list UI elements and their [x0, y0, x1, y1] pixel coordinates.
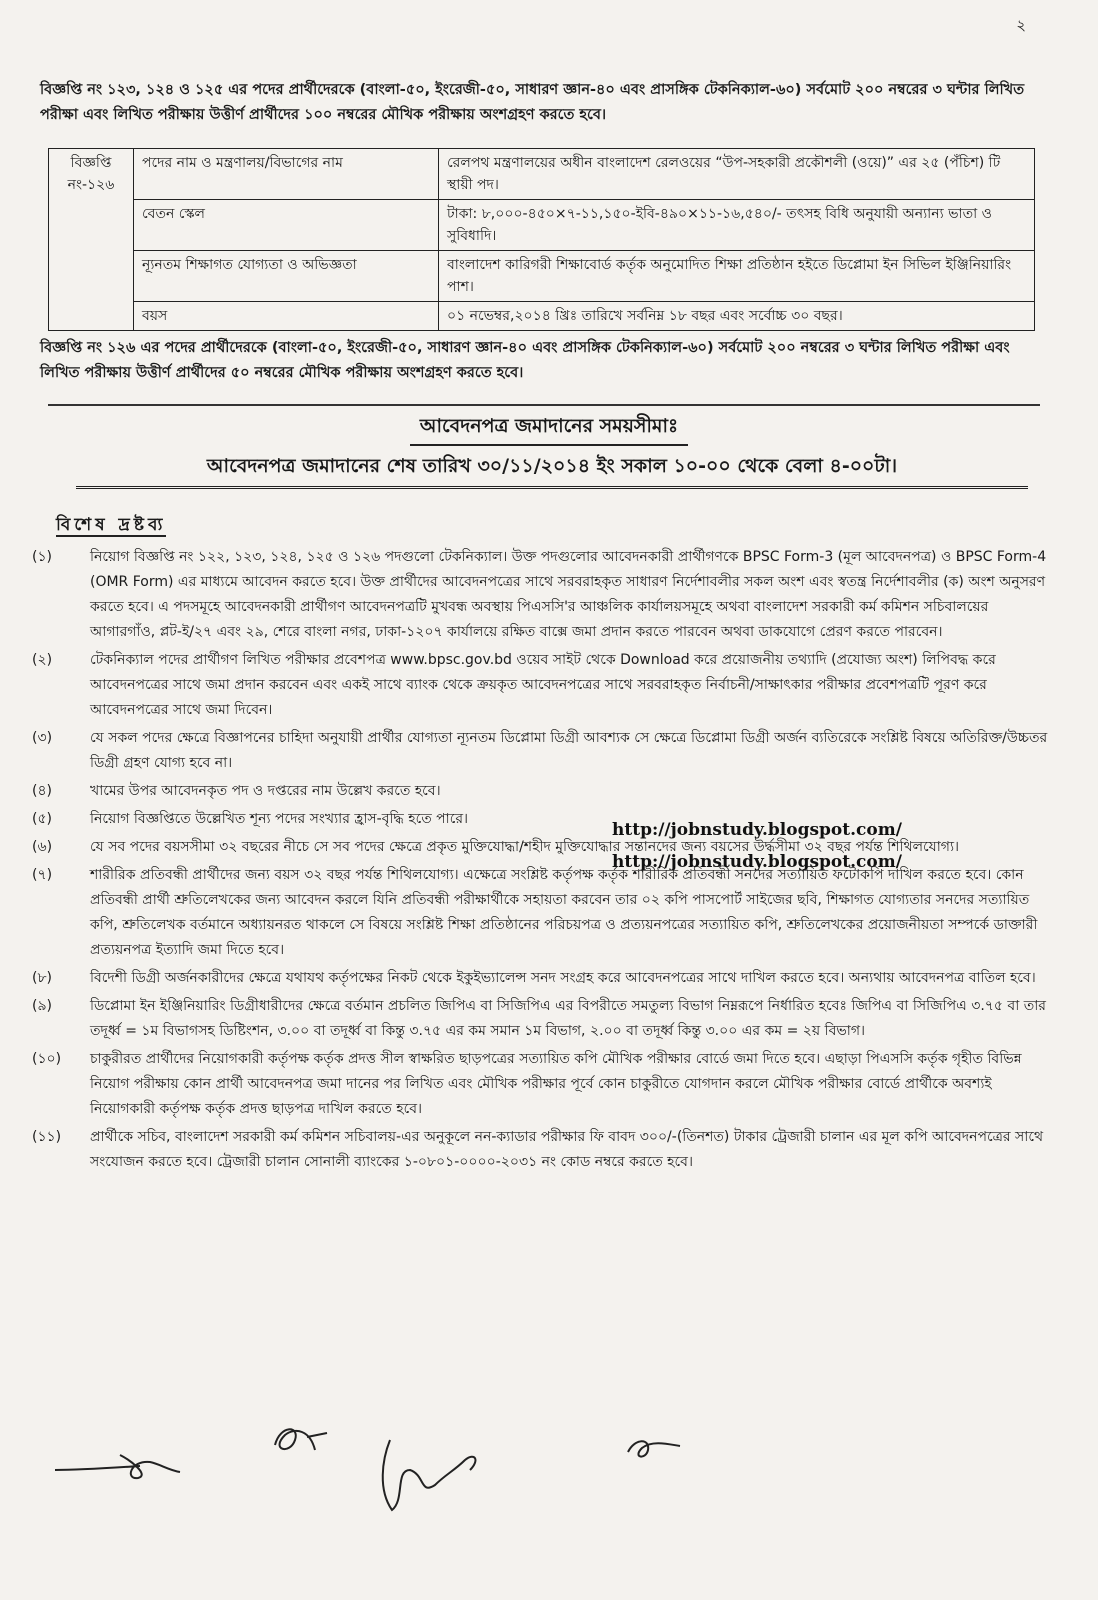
table-row	[49, 149, 1035, 200]
signature-mark	[265, 1415, 335, 1465]
row-label: বেতন স্কেল	[134, 200, 439, 251]
page-number: ২	[1016, 16, 1026, 34]
watermark-link[interactable]: http://jobnstudy.blogspot.com/	[612, 852, 902, 872]
deadline-title-text: আবেদনপত্র জমাদানের সময়সীমাঃ	[410, 412, 688, 446]
list-item	[30, 648, 1050, 723]
note-text: চাকুরীরত প্রার্থীদের নিয়োগকারী কর্তৃপক্ষ কর্তৃক প্রদত্ত সীল স্বাক্ষরিত ছাড়পত্রের সত্যায়িত কপি মৌখিক পরীক্ষার বোর্ডে জমা দিতে হবে। এছাড়া পিএসসি কর্তৃক গৃহীত বিভিন্ন নিয়োগ পরীক্ষায় কোন প্রার্থী আবেদনপত্র জমা দানের পর লিখিত এবং মৌখিক পরীক্ষার পূর্বে কোন চাকুরীতে যোগদান করলে মৌখিক পরীক্ষার বোর্ডে প্রার্থীকে অবশ্যই নিয়োগকারী কর্তৃপক্ষ কর্তৃক প্রদত্ত ছাড়পত্র দাখিল করতে হবে।	[90, 1051, 1022, 1117]
signature-mark	[620, 1430, 690, 1465]
note-text: যে সকল পদের ক্ষেত্রে বিজ্ঞাপনের চাহিদা অনুযায়ী প্রার্থীর যোগ্যতা ন্যূনতম ডিপ্লোমা ডিগ্রী আবশ্যক সে ক্ষেত্রে ডিপ্লোমা ডিগ্রী অর্জন ব্যতিরেকে সংশ্লিষ্ট বিষয়ে অতিরিক্ত/উচ্চতর ডিগ্রী গ্রহণ যোগ্য হবে না।	[90, 730, 1048, 771]
note-text: বিদেশী ডিগ্রী অর্জনকারীদের ক্ষেত্রে যথাযথ কর্তৃপক্ষের নিকট থেকে ইকুইভ্যালেন্স সনদ সংগ্রহ করে আবেদনপত্রের সাথে দাখিল করতে হবে। অন্যথায় আবেদনপত্র বাতিল হবে।	[90, 970, 1036, 986]
row-value: ০১ নভেম্বর,২০১৪ খ্রিঃ তারিখে সর্বনিম্ন ১৮ বছর এবং সর্বোচ্চ ৩০ বছর।	[439, 302, 1035, 331]
table-row	[49, 251, 1035, 302]
list-item	[30, 1125, 1050, 1175]
notes-heading	[56, 512, 166, 540]
mid-paragraph: বিজ্ঞপ্তি নং ১২৬ এর পদের প্রার্থীদেরকে (বাংলা-৫০, ইংরেজী-৫০, সাধারণ জ্ঞান-৪০ এবং প্রাসঙ্গিক টেকনিক্যাল-৬০) সর্বমোট ২০০ নম্বরের ৩ ঘন্টার লিখিত পরীক্ষা এবং লিখিত পরীক্ষায় উত্তীর্ণ প্রার্থীদের ৫০ নম্বরের মৌখিক পরীক্ষায় অংশগ্রহণ করতে হবে।	[40, 340, 1010, 381]
deadline-title	[0, 412, 1098, 446]
note-text: শারীরিক প্রতিবন্ধী প্রার্থীদের জন্য বয়স ৩২ বছর পর্যন্ত শিথিলযোগ্য। এক্ষেত্রে সংশ্লিষ্ট কর্তৃপক্ষ কর্তৃক শারীরিক প্রতিবন্ধী সনদের সত্যায়িত ফটোকপি দাখিল করতে হবে। কোন প্রতিবন্ধী প্রার্থী শ্রুতিলেখকের জন্য আবেদন করলে যিনি প্রতিবন্ধী পরীক্ষার্থীকে সহায়তা করবেন তার ০২ কপি পাসপোর্ট সাইজের ছবি, শিক্ষাগত যোগ্যতার সনদের সত্যায়িত কপি, শ্রুতিলেখক বর্তমানে অধ্যায়নরত থাকলে সে বিষয়ে সংশ্লিষ্ট শিক্ষা প্রতিষ্ঠানের পরিচয়পত্র ও প্রত্যয়নপত্রের সত্যায়িত কপি, শ্রুতিলেখকের প্রয়োজনীয়তা সম্পর্কে ডাক্তারী প্রত্যয়নপত্র ইত্যাদি জমা দিতে হবে।	[90, 867, 1038, 958]
note-number: (১)	[32, 549, 53, 565]
intro-paragraph: বিজ্ঞপ্তি নং ১২৩, ১২৪ ও ১২৫ এর পদের প্রার্থীদেরকে (বাংলা-৫০, ইংরেজী-৫০, সাধারণ জ্ঞান-৪০ এবং প্রাসঙ্গিক টেকনিক্যাল-৬০) সর্বমোট ২০০ নম্বরের ৩ ঘন্টার লিখিত পরীক্ষা এবং লিখিত পরীক্ষায় উত্তীর্ণ প্রার্থীদের ১০০ নম্বরের মৌখিক পরীক্ষায় অংশগ্রহণ করতে হবে।	[40, 82, 1025, 123]
list-item	[30, 863, 1050, 963]
note-number: (৫)	[32, 811, 53, 827]
table-row	[49, 200, 1035, 251]
note-text: টেকনিক্যাল পদের প্রার্থীগণ লিখিত পরীক্ষার প্রবেশপত্র www.bpsc.gov.bd ওয়েব সাইট থেকে Download করে প্রয়োজনীয় তথ্যাদি (প্রযোজ্য অংশ) লিপিবদ্ধ করে আবেদনপত্রের সাথে জমা প্রদান করবেন এবং একই সাথে ব্যাংক থেকে ক্রয়কৃত আবেদনপত্রের সাথে সরবরাহকৃত নির্বাচনী/সাক্ষাৎকার পরীক্ষার প্রবেশপত্রটি পূরণ করে আবেদনপত্রের সাথে জমা দিবেন।	[90, 652, 996, 718]
row-value: টাকা: ৮,০০০-৪৫০×৭-১১,১৫০-ইবি-৪৯০×১১-১৬,৫৪০/- তৎসহ বিধি অনুযায়ী অন্যান্য ভাতা ও সুবিধাদি।	[439, 200, 1035, 251]
list-item	[30, 726, 1050, 776]
signature-mark	[50, 1440, 190, 1490]
row-value: রেলপথ মন্ত্রণালয়ের অধীন বাংলাদেশ রেলওয়ের “উপ-সহকারী প্রকৌশলী (ওয়ে)” এর ২৫ (পঁচিশ) টি স্থায়ী পদ।	[439, 149, 1035, 200]
note-text: খামের উপর আবেদনকৃত পদ ও দপ্তরের নাম উল্লেখ করতে হবে।	[90, 783, 441, 799]
note-number: (৮)	[32, 970, 53, 986]
note-number: (৬)	[32, 839, 53, 855]
signature-mark	[370, 1430, 490, 1520]
row-label: ন্যূনতম শিক্ষাগত যোগ্যতা ও অভিজ্ঞতা	[134, 251, 439, 302]
notes-heading-text: বিশেষ দ্রষ্টব্য	[56, 515, 167, 535]
note-text: নিয়োগ বিজ্ঞপ্তিতে উল্লেখিত শূন্য পদের সংখ্যার হ্রাস-বৃদ্ধি হতে পারে।	[90, 811, 469, 827]
notice-number: বিজ্ঞপ্তি নং-১২৬	[49, 149, 134, 331]
watermark-link[interactable]: http://jobnstudy.blogspot.com/	[612, 820, 902, 840]
deadline-text: আবেদনপত্র জমাদানের শেষ তারিখ ৩০/১১/২০১৪ ইং সকাল ১০-০০ থেকে বেলা ৪-০০টা।	[76, 446, 1028, 489]
list-item	[30, 779, 1050, 804]
note-text: নিয়োগ বিজ্ঞপ্তি নং ১২২, ১২৩, ১২৪, ১২৫ ও ১২৬ পদগুলো টেকনিক্যাল। উক্ত পদগুলোর আবেদনকারী প্রার্থীগণকে BPSC Form-3 (মূল আবেদনপত্র) ও BPSC Form-4 (OMR Form) এর মাধ্যমে আবেদন করতে হবে। উক্ত প্রার্থীদের আবেদনপত্রের সাথে সরবরাহকৃত সাধারণ নির্দেশাবলীর সকল অংশ এবং স্বতন্ত্র নির্দেশাবলীর (ক) অংশ অনুসরণ করতে হবে। এ পদসমূহে আবেদনকারী প্রার্থীগণ আবেদনপত্রটি মুখবন্ধ অবস্থায় পিএসসি'র আঞ্চলিক কার্যালয়সমূহে অথবা বাংলাদেশ সরকারী কর্ম কমিশন সচিবালয়ের আগারগাঁও, প্লট-ই/২৭ এবং ২৯, শেরে বাংলা নগর, ঢাকা-১২০৭ কার্যালয়ে রক্ষিত বাক্সে জমা প্রদান করতে পারবেন অথবা ডাকযোগে প্রেরণ করতে পারবেন।	[90, 549, 1047, 640]
divider	[48, 404, 1040, 406]
note-number: (২)	[32, 652, 53, 668]
note-number: (৭)	[32, 867, 53, 883]
note-number: (১১)	[32, 1129, 62, 1145]
note-number: (৯)	[32, 998, 53, 1014]
note-text: প্রার্থীকে সচিব, বাংলাদেশ সরকারী কর্ম কমিশন সচিবালয়-এর অনুকূলে নন-ক্যাডার পরীক্ষার ফি বাবদ ৩০০/-(তিনশত) টাকার ট্রেজারী চালান এর মূল কপি আবেদনপত্রের সাথে সংযোজন করতে হবে। ট্রেজারী চালান সোনালী ব্যাংকের ১-০৮০১-০০০০-২০৩১ নং কোড নম্বরে করতে হবে।	[90, 1129, 1044, 1170]
row-label: পদের নাম ও মন্ত্রণালয়/বিভাগের নাম	[134, 149, 439, 200]
table-row	[49, 302, 1035, 331]
note-number: (৪)	[32, 783, 53, 799]
note-number: (৩)	[32, 730, 53, 746]
list-item	[30, 545, 1050, 645]
list-item	[30, 1047, 1050, 1122]
note-text: ডিপ্লোমা ইন ইঞ্জিনিয়ারিং ডিগ্রীধারীদের ক্ষেত্রে বর্তমান প্রচলিত জিপিএ বা সিজিপিএ এর বিপরীতে সমতুল্য বিভাগ নিম্নরূপে নির্ধারিত হবেঃ জিপিএ বা সিজিপিএ ৩.৭৫ বা তার তদূর্ধ্ব = ১ম বিভাগসহ ডিষ্টিংশন, ৩.০০ বা তদূর্ধ্ব বা কিন্তু ৩.৭৫ এর কম সমান ১ম বিভাগ, ২.০০ বা তদূর্ধ্ব কিন্তু ৩.০০ এর কম = ২য় বিভাগ।	[90, 998, 1046, 1039]
note-number: (১০)	[32, 1051, 62, 1067]
notice-table	[48, 148, 1035, 331]
row-label: বয়স	[134, 302, 439, 331]
row-value: বাংলাদেশ কারিগরী শিক্ষাবোর্ড কর্তৃক অনুমোদিত শিক্ষা প্রতিষ্ঠান হইতে ডিপ্লোমা ইন সিভিল ইঞ্জিনিয়ারিং পাশ।	[439, 251, 1035, 302]
note-text: যে সব পদের বয়সসীমা ৩২ বছরের নীচে সে সব পদের ক্ষেত্রে প্রকৃত মুক্তিযোদ্ধা/শহীদ মুক্তিযোদ্ধার সন্তানদের জন্য বয়সের উর্দ্ধসীমা ৩২ বছর পর্যন্ত শিথিলযোগ্য।	[90, 839, 960, 855]
list-item	[30, 966, 1050, 991]
list-item	[30, 994, 1050, 1044]
